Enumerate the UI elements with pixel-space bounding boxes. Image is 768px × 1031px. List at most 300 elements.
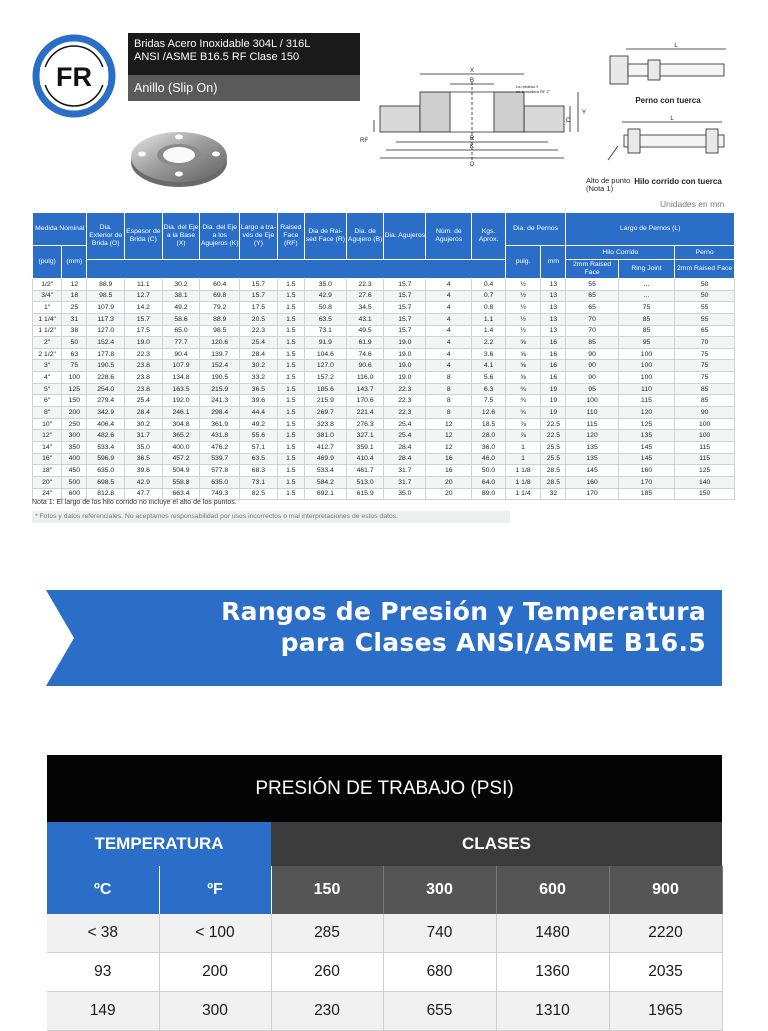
table-cell: 55: [675, 313, 735, 325]
table-row: [33, 488, 735, 500]
table-cell: 1/2": [33, 279, 62, 291]
table-cell: 13: [541, 313, 566, 325]
table-cell: 1.5: [277, 325, 304, 337]
table-cell: 14.2: [125, 302, 163, 314]
table-cell: 20: [426, 476, 472, 488]
table-cell: 90: [675, 407, 735, 419]
table-cell: 8: [426, 395, 472, 407]
table-row: [33, 302, 735, 314]
table-cell: 228.6: [87, 372, 125, 384]
y-note-line-1: La medida Y: [516, 84, 539, 89]
table-cell: 3.6: [472, 348, 505, 360]
table-cell: 12.7: [125, 290, 163, 302]
col-b: Dia. de Agujero (B): [346, 213, 384, 260]
col-pulg: (pulg): [33, 246, 62, 279]
table-cell: 482.6: [87, 430, 125, 442]
table-cell: 85: [618, 325, 674, 337]
note-1: Nota 1: El largo de los hilo corrido no incluye el alto de los puntos.: [32, 499, 237, 506]
class-600-header: 600: [496, 866, 609, 914]
table-cell: 104.6: [304, 348, 346, 360]
table-cell: 15.7: [240, 290, 278, 302]
table-cell: 241.3: [200, 395, 240, 407]
table-cell: 63: [62, 348, 87, 360]
table-cell: 361.9: [200, 418, 240, 430]
table-cell: 298.4: [200, 407, 240, 419]
product-title: [128, 33, 360, 75]
table-cell: 134.8: [162, 372, 200, 384]
col-hilo: Hilo Corrido: [566, 246, 675, 260]
table-cell: 20.5: [240, 313, 278, 325]
pressure-cell: 2220: [609, 914, 722, 953]
table-cell: 18.5: [472, 418, 505, 430]
table-cell: 58.6: [162, 313, 200, 325]
table-cell: 46.0: [472, 453, 505, 465]
pressure-table: [47, 755, 723, 1031]
table-cell: 57.1: [240, 441, 278, 453]
table-cell: 327.1: [346, 430, 384, 442]
title-line-2: ANSI /ASME B16.5 RF Clase 150: [134, 51, 300, 63]
table-cell: 120: [618, 407, 674, 419]
table-cell: 1.5: [277, 360, 304, 372]
pressure-row: [47, 953, 722, 992]
table-cell: 4: [426, 302, 472, 314]
table-cell: ½: [505, 313, 541, 325]
table-cell: 60.4: [200, 279, 240, 291]
pressure-cell: 93: [47, 953, 159, 992]
table-cell: 25.5: [541, 441, 566, 453]
table-cell: 1.5: [277, 453, 304, 465]
table-cell: 47.7: [125, 488, 163, 500]
table-cell: 74.6: [346, 348, 384, 360]
table-cell: 615.9: [346, 488, 384, 500]
col-c: Espesor de Brida (C): [125, 213, 163, 260]
table-cell: 22.5: [541, 418, 566, 430]
table-cell: 36.5: [125, 453, 163, 465]
table-cell: 16: [426, 453, 472, 465]
table-cell: 70: [566, 313, 618, 325]
banner-title: [130, 596, 706, 658]
table-cell: 539.7: [200, 453, 240, 465]
table-cell: ¾: [505, 383, 541, 395]
table-cell: 65.0: [162, 325, 200, 337]
table-cell: 55: [675, 302, 735, 314]
units-label: Unidades en mm: [660, 199, 725, 209]
table-cell: 279.4: [87, 395, 125, 407]
table-cell: 50.8: [304, 302, 346, 314]
table-cell: 28.4: [240, 348, 278, 360]
table-cell: 39.6: [240, 395, 278, 407]
table-row: [33, 418, 735, 430]
table-cell: 1.4: [472, 325, 505, 337]
fahrenheit-header: ºF: [159, 866, 271, 914]
table-cell: 64.0: [472, 476, 505, 488]
table-cell: 4.1: [472, 360, 505, 372]
table-cell: 31: [62, 313, 87, 325]
logo-text: FR: [56, 62, 92, 92]
table-cell: ⅝: [505, 337, 541, 349]
table-cell: 25.4: [384, 430, 426, 442]
table-cell: 1.5: [277, 395, 304, 407]
table-cell: 35.0: [384, 488, 426, 500]
table-row: [33, 337, 735, 349]
table-cell: 13: [541, 290, 566, 302]
table-cell: 4: [426, 325, 472, 337]
table-cell: 2 1/2": [33, 348, 62, 360]
table-cell: 85: [618, 313, 674, 325]
table-cell: 1.5: [277, 465, 304, 477]
table-cell: 32: [541, 488, 566, 500]
table-cell: 18": [33, 465, 62, 477]
table-cell: 304.8: [162, 418, 200, 430]
table-cell: 22.3: [125, 348, 163, 360]
table-cell: 19.0: [384, 372, 426, 384]
table-cell: 61.9: [346, 337, 384, 349]
table-cell: 100: [62, 372, 87, 384]
table-cell: 170: [566, 488, 618, 500]
table-cell: 12.6: [472, 407, 505, 419]
table-row: [33, 360, 735, 372]
table-cell: 150: [675, 488, 735, 500]
table-cell: 91.9: [304, 337, 346, 349]
table-cell: 110: [566, 407, 618, 419]
pressure-cell: 230: [271, 992, 383, 1031]
table-cell: 10": [33, 418, 62, 430]
table-cell: 63.5: [304, 313, 346, 325]
dim-k: K: [469, 144, 475, 150]
table-cell: 28.4: [125, 407, 163, 419]
temperature-header: TEMPERATURA: [47, 822, 271, 866]
table-cell: 12: [426, 418, 472, 430]
table-cell: 145: [566, 465, 618, 477]
table-cell: 533.4: [87, 441, 125, 453]
pressure-cell: 260: [271, 953, 383, 992]
table-cell: 152.4: [200, 360, 240, 372]
table-cell: 431.8: [200, 430, 240, 442]
table-cell: 1: [505, 453, 541, 465]
table-cell: 88.9: [200, 313, 240, 325]
alto-line-1: Alto de punto: [586, 176, 631, 185]
table-cell: 38.1: [162, 290, 200, 302]
table-cell: 1.5: [277, 302, 304, 314]
table-cell: 215.9: [304, 395, 346, 407]
table-cell: 89.0: [472, 488, 505, 500]
table-cell: 19: [541, 383, 566, 395]
table-cell: 25.4: [125, 395, 163, 407]
pressure-cell: < 38: [47, 914, 159, 953]
table-cell: 95: [566, 383, 618, 395]
table-cell: 49.5: [346, 325, 384, 337]
flange-photo: [128, 124, 230, 190]
col-rf: Raised Face (RF): [277, 213, 304, 260]
fr-logo: [32, 34, 116, 118]
table-cell: 13: [541, 279, 566, 291]
table-cell: ¾: [505, 407, 541, 419]
table-cell: 406.4: [87, 418, 125, 430]
table-cell: 400.0: [162, 441, 200, 453]
table-cell: 4: [426, 279, 472, 291]
table-cell: 4": [33, 372, 62, 384]
table-cell: 50: [675, 290, 735, 302]
col-perno: Perno: [675, 246, 735, 260]
table-cell: 177.8: [87, 348, 125, 360]
disclaimer: * Fotos y datos referenciales. No aceptamos responsabilidad por usos incorrectos o mal interpretaciones de estos datos.: [32, 511, 510, 523]
table-cell: 35.0: [125, 441, 163, 453]
class-300-header: 300: [383, 866, 496, 914]
table-cell: 4: [426, 348, 472, 360]
table-cell: 85: [566, 337, 618, 349]
perno-label: Perno con tuerca: [635, 96, 701, 105]
pressure-row: [47, 914, 722, 953]
table-cell: 1.5: [277, 337, 304, 349]
table-cell: 145: [618, 441, 674, 453]
table-cell: 190.5: [87, 360, 125, 372]
table-cell: 25: [62, 302, 87, 314]
table-cell: 469.9: [304, 453, 346, 465]
table-cell: 1.5: [277, 313, 304, 325]
table-cell: 3/4": [33, 290, 62, 302]
table-cell: 75: [675, 348, 735, 360]
flange-cross-section-diagram: [356, 62, 588, 192]
table-cell: 19.0: [384, 337, 426, 349]
table-cell: 27.6: [346, 290, 384, 302]
col-k: Dia. del Eje a los Agujeros (K): [200, 213, 240, 260]
table-cell: 152.4: [87, 337, 125, 349]
table-cell: 18: [62, 290, 87, 302]
table-cell: 1: [505, 441, 541, 453]
table-cell: ⅝: [505, 372, 541, 384]
table-cell: 342.9: [87, 407, 125, 419]
pressure-row: [47, 992, 722, 1031]
dim-o: O: [469, 162, 475, 168]
table-cell: 107.9: [162, 360, 200, 372]
table-cell: 39.6: [125, 465, 163, 477]
table-cell: 160: [566, 476, 618, 488]
pressure-cell: 1360: [496, 953, 609, 992]
table-cell: 55.6: [240, 430, 278, 442]
table-cell: ½: [505, 302, 541, 314]
table-cell: 19.0: [384, 348, 426, 360]
table-cell: 450: [62, 465, 87, 477]
table-cell: 4: [426, 290, 472, 302]
class-900-header: 900: [609, 866, 722, 914]
table-row: [33, 430, 735, 442]
dim-r: R: [469, 136, 475, 142]
table-cell: 135: [566, 441, 618, 453]
table-cell: 1 1/8: [505, 476, 541, 488]
table-cell: 22.3: [240, 325, 278, 337]
table-cell: 143.7: [346, 383, 384, 395]
dim-b: B: [469, 78, 475, 84]
table-cell: 1.5: [277, 407, 304, 419]
table-cell: ½: [505, 279, 541, 291]
table-cell: 12: [426, 430, 472, 442]
table-cell: 140: [675, 476, 735, 488]
table-row: [33, 313, 735, 325]
table-cell: 3": [33, 360, 62, 372]
table-cell: 90.4: [162, 348, 200, 360]
table-cell: 15.7: [384, 290, 426, 302]
table-cell: 15.7: [384, 325, 426, 337]
table-cell: 16": [33, 453, 62, 465]
table-cell: 5": [33, 383, 62, 395]
class-150-header: 150: [271, 866, 383, 914]
table-cell: 42.9: [304, 290, 346, 302]
table-cell: 127.0: [304, 360, 346, 372]
table-cell: 20": [33, 476, 62, 488]
table-cell: 1 1/4": [33, 313, 62, 325]
table-cell: 19.0: [384, 360, 426, 372]
table-cell: 100: [675, 430, 735, 442]
table-cell: 15.7: [384, 313, 426, 325]
table-row: [33, 279, 735, 291]
pressure-cell: 2035: [609, 953, 722, 992]
table-cell: 70: [675, 337, 735, 349]
table-cell: 33.2: [240, 372, 278, 384]
stud-l-label: L: [670, 116, 674, 122]
table-cell: 16: [426, 465, 472, 477]
table-cell: 12": [33, 430, 62, 442]
table-cell: 2.2: [472, 337, 505, 349]
hilo-label: Hilo corrido con tuerca: [634, 177, 722, 186]
table-cell: 200: [62, 407, 87, 419]
table-cell: 365.2: [162, 430, 200, 442]
table-cell: 584.2: [304, 476, 346, 488]
table-cell: 22.3: [384, 407, 426, 419]
table-cell: 476.2: [200, 441, 240, 453]
table-cell: 79.2: [200, 302, 240, 314]
table-cell: 63.5: [240, 453, 278, 465]
table-cell: 88.9: [87, 279, 125, 291]
table-cell: 117.3: [87, 313, 125, 325]
table-cell: 125: [62, 383, 87, 395]
table-cell: 100: [618, 372, 674, 384]
table-cell: 698.5: [87, 476, 125, 488]
table-cell: 120: [566, 430, 618, 442]
table-cell: 115: [618, 395, 674, 407]
col-x: Dia. del Eje a la Base (X): [162, 213, 200, 260]
table-cell: 812.8: [87, 488, 125, 500]
col-num-agujeros: Núm. de Agujeros: [426, 213, 472, 260]
table-cell: ⅝: [505, 360, 541, 372]
table-cell: 30.2: [125, 418, 163, 430]
table-cell: 0.4: [472, 279, 505, 291]
pressure-cell: 300: [159, 992, 271, 1031]
table-cell: 221.4: [346, 407, 384, 419]
table-cell: 22.5: [541, 430, 566, 442]
table-cell: 15.7: [384, 279, 426, 291]
table-cell: 65: [675, 325, 735, 337]
col-o: Dia. Exterior de Brida (O): [87, 213, 125, 260]
table-cell: 116.0: [346, 372, 384, 384]
table-cell: 25.4: [240, 337, 278, 349]
col-agujeros: Dia. Agujeros: [384, 213, 426, 260]
table-cell: 12: [426, 441, 472, 453]
table-cell: 25.5: [541, 453, 566, 465]
table-cell: 23.8: [125, 383, 163, 395]
table-cell: 22.3: [346, 279, 384, 291]
table-cell: 1.5: [277, 430, 304, 442]
col-pernos: Dia. de Pernos: [505, 213, 566, 246]
table-cell: 749.3: [200, 488, 240, 500]
table-cell: 135: [566, 453, 618, 465]
table-cell: 38: [62, 325, 87, 337]
table-cell: 4: [426, 337, 472, 349]
table-row: [33, 348, 735, 360]
table-cell: 36.0: [472, 441, 505, 453]
table-cell: 6.3: [472, 383, 505, 395]
table-cell: 15.7: [240, 279, 278, 291]
table-cell: 457.2: [162, 453, 200, 465]
table-cell: 115: [675, 453, 735, 465]
table-row: [33, 465, 735, 477]
table-cell: 1 1/4: [505, 488, 541, 500]
table-cell: 90: [566, 372, 618, 384]
table-cell: 190.5: [200, 372, 240, 384]
table-cell: 663.4: [162, 488, 200, 500]
table-cell: 73.1: [240, 476, 278, 488]
table-cell: 34.5: [346, 302, 384, 314]
table-cell: 50: [675, 279, 735, 291]
col-perno-rf: 2mm Raised Face: [675, 260, 735, 279]
table-cell: 269.7: [304, 407, 346, 419]
banner-line-2: para Clases ANSI/ASME B16.5: [280, 628, 706, 657]
table-cell: 85: [675, 383, 735, 395]
table-cell: 90: [566, 348, 618, 360]
table-cell: 28.5: [541, 476, 566, 488]
table-cell: 504.9: [162, 465, 200, 477]
table-cell: 100: [618, 360, 674, 372]
col-y: Largo a tra-vés de Eje (Y): [240, 213, 278, 260]
table-cell: 31.7: [125, 430, 163, 442]
table-cell: ½: [505, 290, 541, 302]
pressure-cell: 680: [383, 953, 496, 992]
col-ring-joint: Ring Joint: [618, 260, 674, 279]
table-cell: 1.5: [277, 348, 304, 360]
table-cell: 75: [62, 360, 87, 372]
table-cell: 35.0: [304, 279, 346, 291]
table-cell: 13: [541, 302, 566, 314]
table-row: [33, 395, 735, 407]
table-cell: 43.1: [346, 313, 384, 325]
table-cell: 22.3: [384, 395, 426, 407]
table-cell: 100: [675, 418, 735, 430]
table-cell: 30.2: [162, 279, 200, 291]
table-cell: 12: [62, 279, 87, 291]
table-cell: 31.7: [384, 476, 426, 488]
y-note-line-2: no considera RF 2": [516, 89, 551, 94]
table-cell: 73.1: [304, 325, 346, 337]
table-cell: 192.0: [162, 395, 200, 407]
table-cell: 0.8: [472, 302, 505, 314]
table-cell: 8: [426, 372, 472, 384]
table-cell: 19.0: [125, 337, 163, 349]
table-cell: 1 1/2": [33, 325, 62, 337]
table-cell: 17.5: [240, 302, 278, 314]
table-cell: 75: [675, 372, 735, 384]
table-cell: 11.1: [125, 279, 163, 291]
table-cell: 185.6: [304, 383, 346, 395]
table-cell: 596.9: [87, 453, 125, 465]
dim-x: X: [469, 68, 475, 74]
table-cell: ⅞: [505, 430, 541, 442]
table-cell: 1.5: [277, 476, 304, 488]
table-cell: 85: [675, 395, 735, 407]
table-cell: 14": [33, 441, 62, 453]
table-row: [33, 383, 735, 395]
table-cell: 1.1: [472, 313, 505, 325]
table-cell: 25.4: [384, 418, 426, 430]
table-cell: ½: [505, 325, 541, 337]
